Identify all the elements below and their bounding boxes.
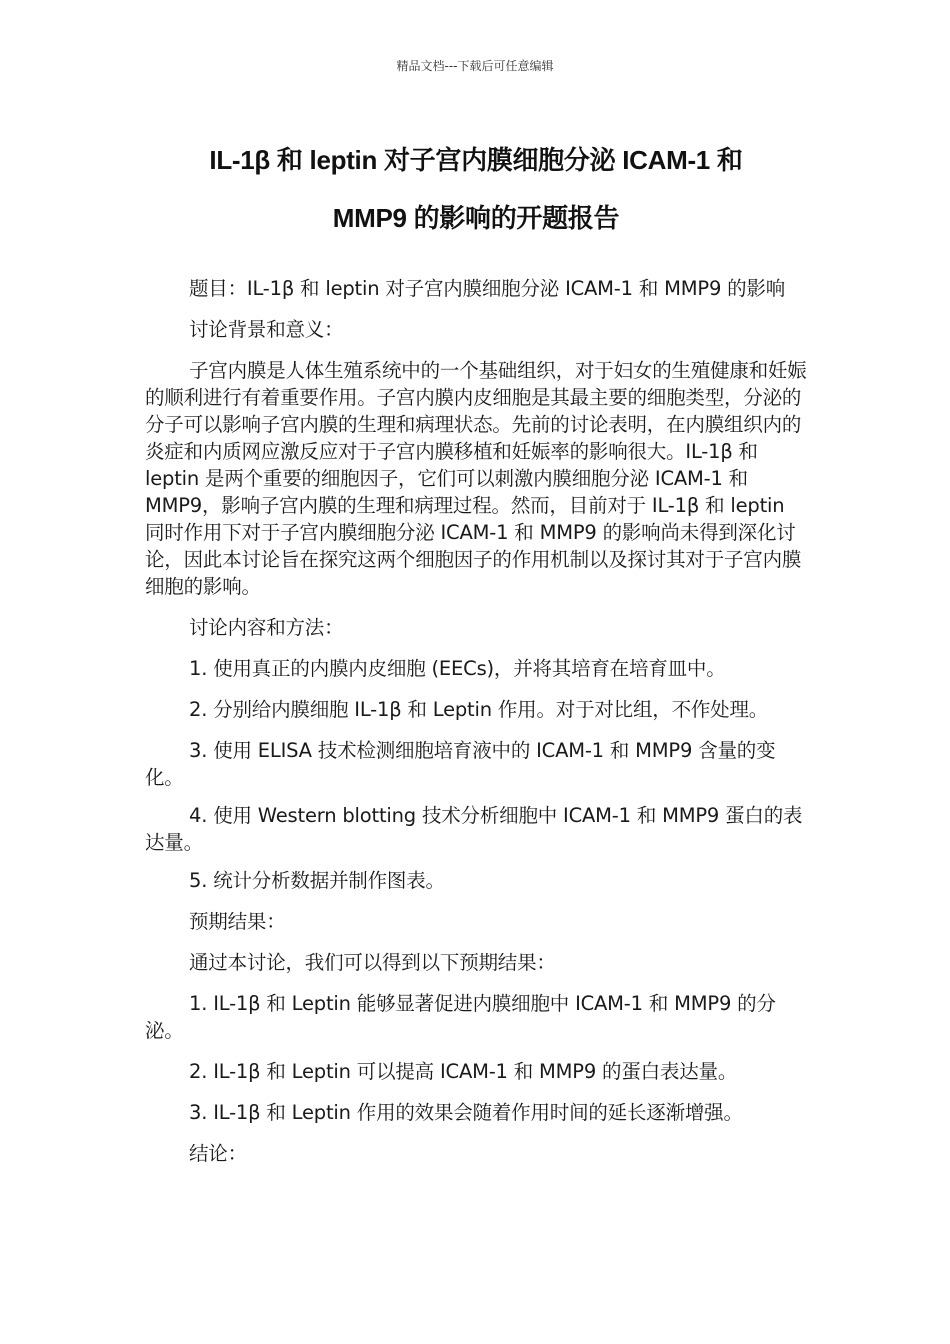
method-item: 2. 分别给内膜细胞 IL-1β 和 Leptin 作用。对于对比组，不作处理。	[189, 698, 769, 721]
result-item: 3. IL-1β 和 Leptin 作用的效果会随着作用时间的延长逐渐增强。	[189, 1101, 743, 1124]
method-item: 3. 使用 ELISA 技术检测细胞培育液中的 ICAM-1 和 MMP9 含量的变化。	[145, 739, 776, 789]
result-item: 2. IL-1β 和 Leptin 可以提高 ICAM-1 和 MMP9 的蛋白表达量。	[189, 1060, 738, 1083]
methods-heading: 讨论内容和方法：	[189, 616, 344, 639]
topic-paragraph: 题目：IL-1β 和 leptin 对子宫内膜细胞分泌 ICAM-1 和 MMP9 的影响	[189, 277, 786, 300]
method-item: 4. 使用 Western blotting 技术分析细胞中 ICAM-1 和 MMP9 蛋白的表达量。	[145, 804, 803, 854]
document-title-line-1: IL-1β 和 leptin 对子宫内膜细胞分泌 ICAM-1 和	[209, 145, 743, 175]
background-paragraph: 子宫内膜是人体生殖系统中的一个基础组织，对于妇女的生殖健康和妊娠的顺利进行有着重要作用。子宫内膜内皮细胞是其最主要的细胞类型，分泌的分子可以影响子宫内膜的生理和病理状态。先前的讨论表明，在内膜组织内的炎症和内质网应激反应对于子宫内膜移植和妊娠率的影响很大。IL-1β 和 leptin 是两个重要的细胞因子，它们可以刺激内膜细胞分泌 ICAM-1 和 MMP9，影响子宫内膜的生理和病理过程。然而，目前对于 IL-1β 和 leptin 同时作用下对于子宫内膜细胞分泌 ICAM-1 和 MMP9 的影响尚未得到深化讨论，因此本讨论旨在探究这两个细胞因子的作用机制以及探讨其对于子宫内膜细胞的影响。	[145, 359, 807, 598]
results-intro: 通过本讨论，我们可以得到以下预期结果：	[189, 951, 556, 974]
method-item: 1. 使用真正的内膜内皮细胞 (EECs)，并将其培育在培育皿中。	[189, 657, 726, 680]
document-body	[145, 275, 807, 1167]
page-header-note: 精品文档---下载后可任意编辑	[396, 59, 554, 73]
results-heading: 预期结果：	[189, 910, 286, 933]
document-title-line-2: MMP9 的影响的开题报告	[332, 203, 620, 233]
conclusion-heading: 结论：	[189, 1142, 247, 1165]
method-item: 5. 统计分析数据并制作图表。	[189, 869, 445, 892]
background-heading: 讨论背景和意义：	[189, 318, 344, 341]
result-item: 1. IL-1β 和 Leptin 能够显著促进内膜细胞中 ICAM-1 和 MMP9 的分泌。	[145, 992, 776, 1042]
